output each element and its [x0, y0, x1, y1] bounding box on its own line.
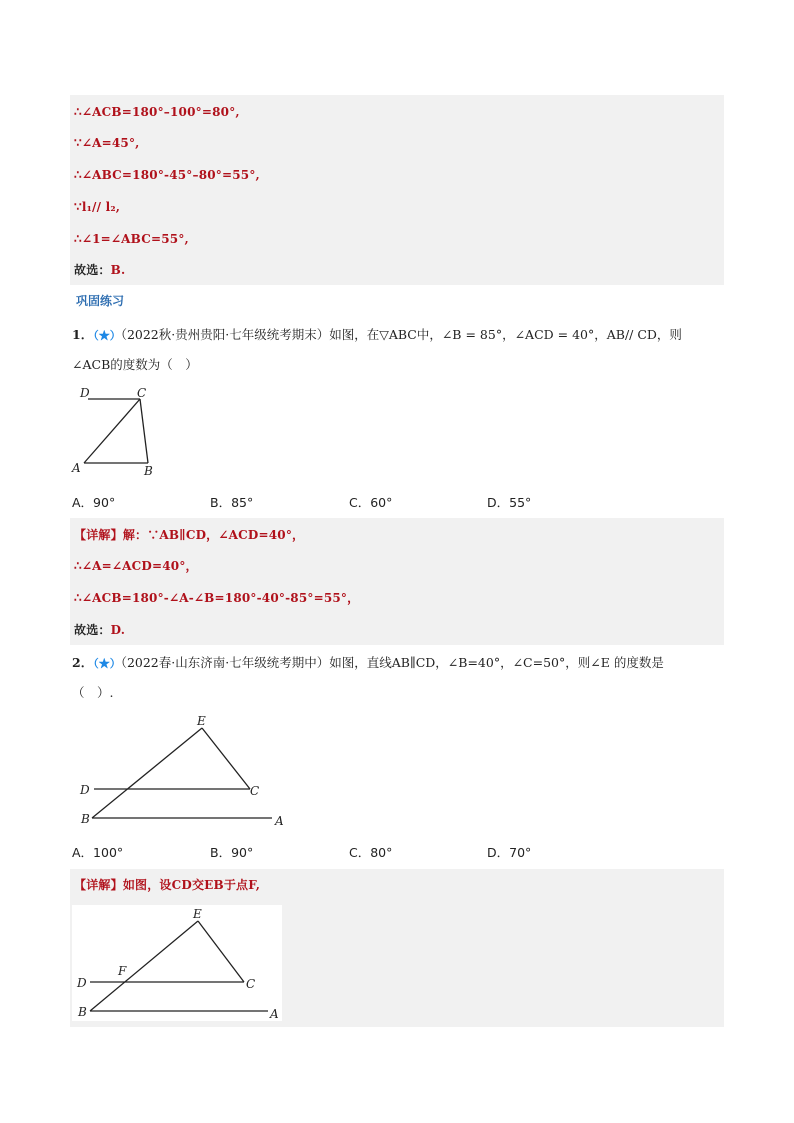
section-title: 巩固练习: [76, 294, 125, 308]
q2-line2: （ ）.: [72, 685, 114, 700]
q2-option-d[interactable]: D．70°: [487, 845, 532, 860]
answer-value: D.: [110, 623, 126, 637]
q1-line1: [72, 325, 682, 345]
detail-text: 如图，设CD交EB于点F,: [122, 878, 261, 892]
star-icon: （★）: [93, 329, 121, 342]
solution-line: ∵∠A=45°,: [74, 136, 140, 150]
answer-value: B.: [110, 263, 126, 277]
label-d: D: [80, 783, 90, 797]
label-c: C: [137, 386, 147, 400]
detail-tag: 【详解】: [74, 878, 123, 892]
label-b: B: [78, 1005, 87, 1019]
detail-line: [74, 875, 260, 895]
star-icon: （★）: [93, 657, 121, 670]
label-a: A: [270, 1007, 279, 1021]
q2-solution-block: [70, 869, 724, 1027]
q1-line2: ∠ACB的度数为（ ）: [72, 357, 198, 372]
answer-prefix: 故选：: [74, 623, 111, 637]
q1-figure: [70, 383, 170, 478]
detail-text: 解：∵AB∥CD，∠ACD=40°，: [122, 528, 305, 542]
detail-line: ∴∠A=∠ACD=40°，: [74, 559, 198, 573]
label-c: C: [250, 784, 260, 798]
label-a: A: [72, 461, 81, 475]
answer-prefix: 故选：: [74, 263, 111, 277]
answer-line: [74, 620, 125, 640]
label-f: F: [118, 964, 127, 978]
q2-line1: [72, 653, 664, 673]
q2-text: （2022春·山东济南·七年级统考期中）如图，直线AB∥CD，∠B=40°，∠C=50°，则∠E 的度数是: [120, 655, 664, 670]
solution-block-top: [70, 95, 724, 285]
solution-line: ∴∠1=∠ABC=55°,: [74, 232, 189, 246]
label-b: B: [144, 464, 153, 478]
detail-tag: 【详解】: [74, 528, 123, 542]
label-b: B: [81, 812, 90, 826]
label-a: A: [275, 814, 284, 828]
label-d: D: [80, 386, 90, 400]
q1-option-d[interactable]: D．55°: [487, 495, 532, 510]
q1-option-b[interactable]: B．85°: [210, 495, 254, 510]
detail-line: [74, 525, 304, 545]
q2-number: 2．: [72, 655, 94, 670]
q2-option-a[interactable]: A．100°: [72, 845, 124, 860]
label-d: D: [77, 976, 87, 990]
detail-line: ∴∠ACB=180°-∠A-∠B=180°-40°-85°=55°，: [74, 591, 360, 605]
q1-text: （2022秋·贵州贵阳·七年级统考期末）如图，在▽ABC中，∠B = 85°，∠ACD = 40°，AB// CD，则: [120, 327, 682, 342]
q2-figure: [72, 710, 292, 830]
q2-option-c[interactable]: C．80°: [349, 845, 393, 860]
solution-line: ∵l₁// l₂,: [74, 200, 121, 214]
q1-option-a[interactable]: A．90°: [72, 495, 116, 510]
q1-solution-block: [70, 518, 724, 645]
q2-option-b[interactable]: B．90°: [210, 845, 254, 860]
q1-number: 1．: [72, 327, 94, 342]
solution-line: ∴∠ACB=180°–100°=80°,: [74, 105, 240, 119]
label-e: E: [193, 907, 202, 921]
q2-solution-figure: [72, 905, 282, 1021]
solution-line: ∴∠ABC=180°-45°–80°=55°,: [74, 168, 260, 182]
label-e: E: [197, 714, 206, 728]
label-c: C: [246, 977, 256, 991]
answer-line: [74, 260, 125, 280]
q1-option-c[interactable]: C．60°: [349, 495, 393, 510]
